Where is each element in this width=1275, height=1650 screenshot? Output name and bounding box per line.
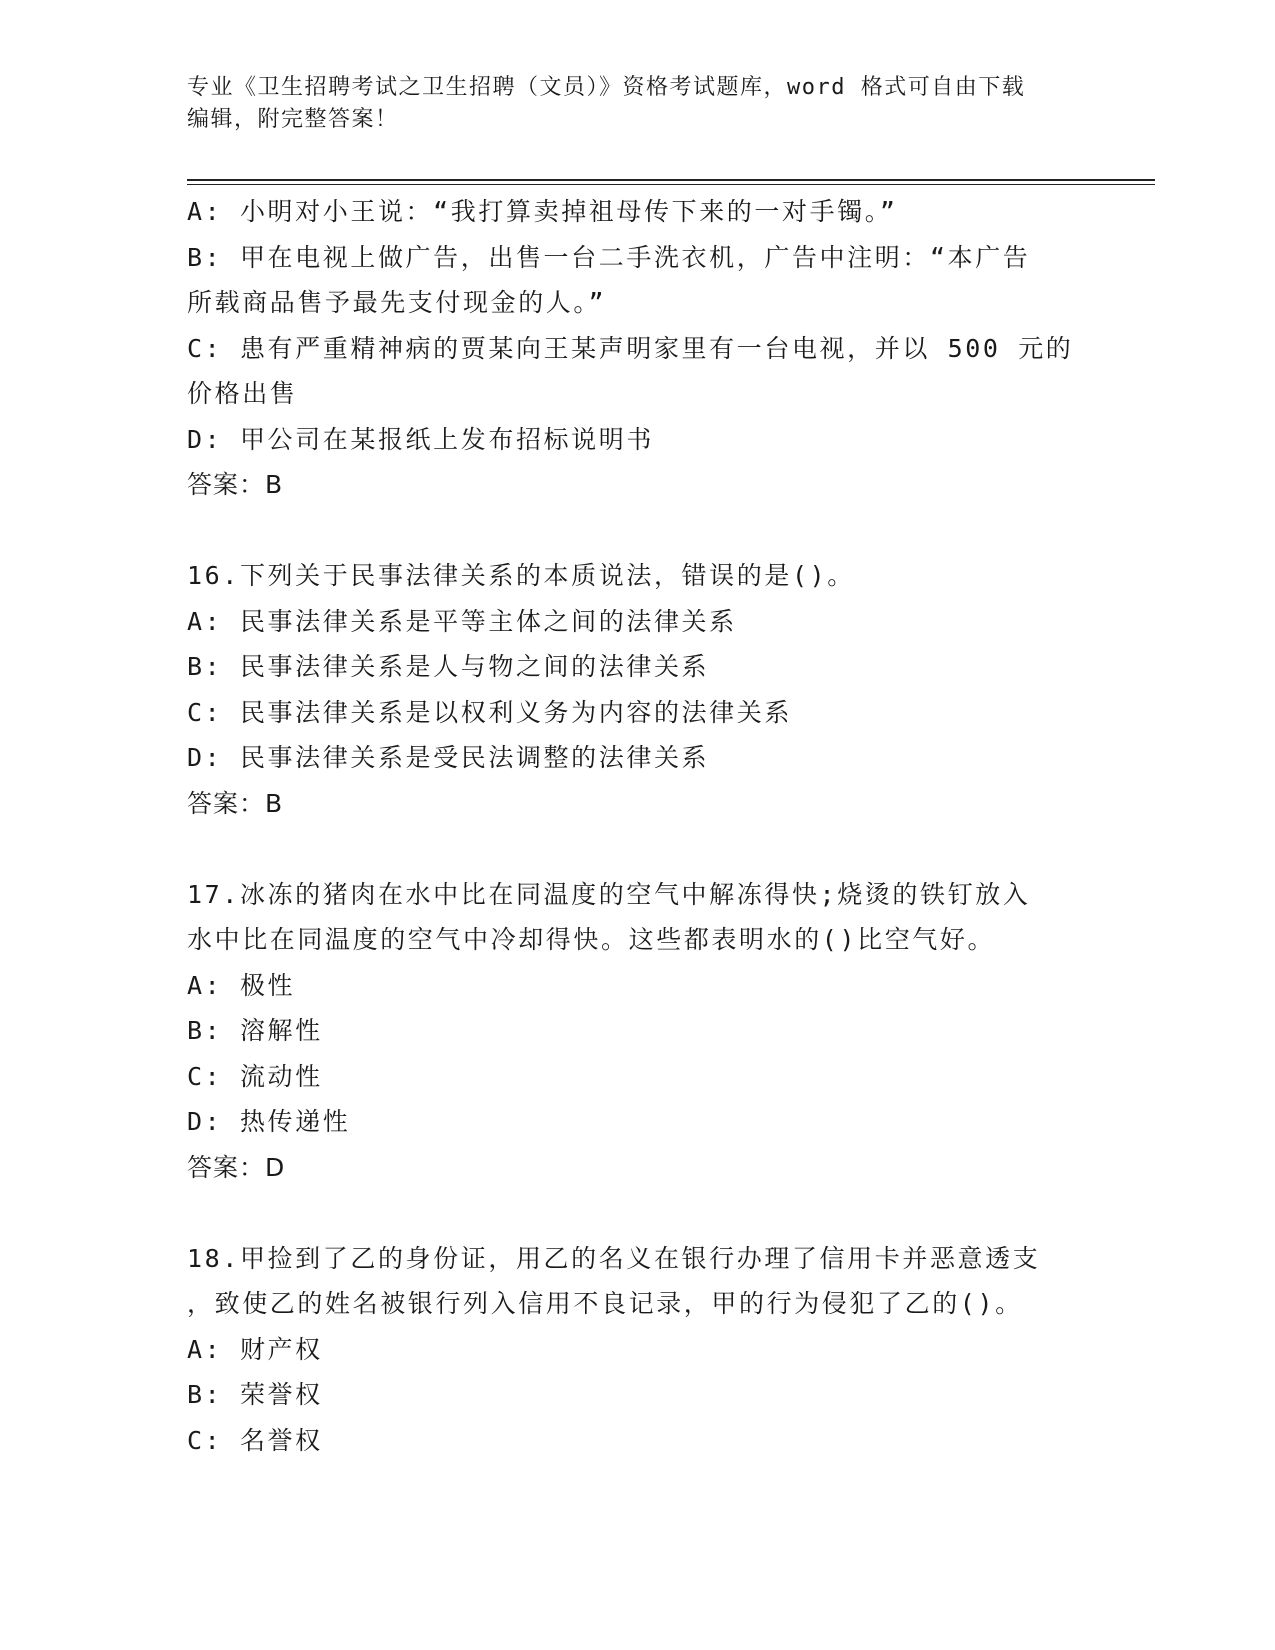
q16-option-a: A: 民事法律关系是平等主体之间的法律关系	[187, 606, 737, 636]
header-divider-thick	[187, 179, 1155, 181]
q17-option-b: B: 溶解性	[187, 1016, 323, 1045]
q16-option-c: C: 民事法律关系是以权利义务为内容的法律关系	[187, 697, 792, 727]
q15-option-c-line-1: C: 患有严重精神病的贾某向王某声明家里有一台电视，并以 500 元的	[187, 333, 1074, 363]
q15-option-d: D: 甲公司在某报纸上发布招标说明书	[187, 424, 654, 454]
q18-question-line-2: ，致使乙的姓名被银行列入信用不良记录，甲的行为侵犯了乙的()。	[187, 1289, 1023, 1318]
document-body	[187, 189, 1087, 1463]
q17-option-a: A: 极性	[187, 970, 296, 1000]
q15-option-c-line-2: 价格出售	[187, 379, 298, 408]
q18-option-a: A: 财产权	[187, 1334, 323, 1364]
q17-question-line-2: 水中比在同温度的空气中冷却得快。这些都表明水的()比空气好。	[187, 925, 996, 954]
spacer	[187, 508, 1087, 554]
q16-answer: 答案：B	[187, 788, 284, 818]
q17-option-d: D: 热传递性	[187, 1107, 351, 1136]
spacer	[187, 826, 1087, 872]
q18-question-line-1: 18.甲捡到了乙的身份证，用乙的名义在银行办理了信用卡并恶意透支	[187, 1243, 1041, 1273]
document-header	[187, 72, 1087, 136]
q18-option-c: C: 名誉权	[187, 1425, 323, 1455]
header-divider-thin	[187, 184, 1155, 185]
q15-answer: 答案：B	[187, 470, 284, 499]
q17-answer: 答案：D	[187, 1152, 286, 1182]
header-line-2: 编辑，附完整答案！	[187, 107, 399, 132]
header-line-1: 专业《卫生招聘考试之卫生招聘（文员）》资格考试题库，word 格式可自由下载	[187, 75, 1026, 100]
question-16-block	[187, 553, 1087, 826]
q17-question-line-1: 17.冰冻的猪肉在水中比在同温度的空气中解冻得快;烧烫的铁钉放入	[187, 879, 1031, 909]
q16-option-d: D: 民事法律关系是受民法调整的法律关系	[187, 743, 710, 772]
q18-option-b: B: 荣誉权	[187, 1380, 323, 1409]
q15-option-b-line-1: B: 甲在电视上做广告，出售一台二手洗衣机，广告中注明：“本广告	[187, 242, 1031, 272]
q15-option-a: A: 小明对小王说：“我打算卖掉祖母传下来的一对手镯。”	[187, 197, 898, 226]
q15-option-b-line-2: 所载商品售予最先支付现金的人。”	[187, 288, 607, 317]
q17-option-c: C: 流动性	[187, 1061, 323, 1091]
question-15-block	[187, 189, 1087, 508]
q16-option-b: B: 民事法律关系是人与物之间的法律关系	[187, 652, 710, 681]
spacer	[187, 1190, 1087, 1236]
question-17-block	[187, 872, 1087, 1191]
question-18-block	[187, 1236, 1087, 1464]
q16-question: 16.下列关于民事法律关系的本质说法，错误的是()。	[187, 561, 855, 590]
